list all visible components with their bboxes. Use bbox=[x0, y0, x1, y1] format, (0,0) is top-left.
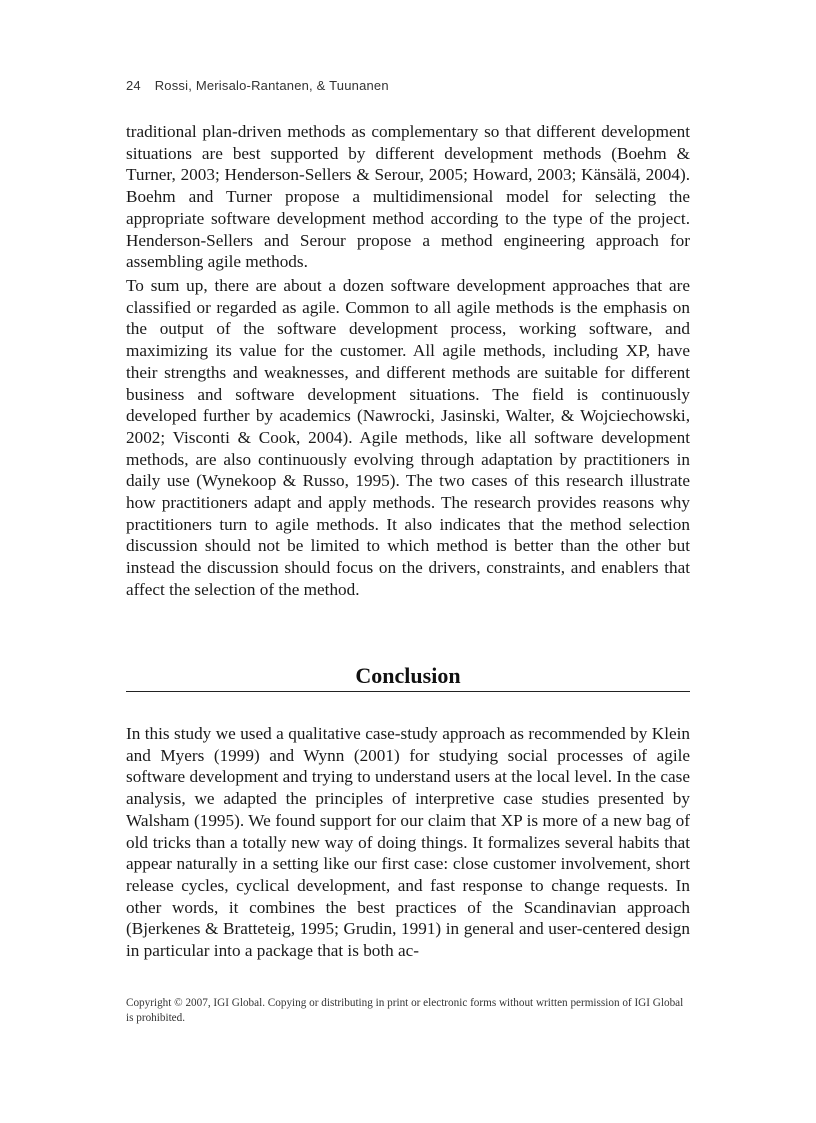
running-header bbox=[126, 78, 389, 93]
section-heading-conclusion: Conclusion bbox=[355, 663, 461, 688]
paragraph-plan-driven-methods: traditional plan-driven methods as complementary so that different development situations are best supported by different development methods (Boehm & Turner, 2003; Henderson-Sellers & Serour, 2005; Howard, 2003; Känsälä, 2004). Boehm and Turner propose a multidimensional model for selecting the appropriate software development method according to the type of the project. Henderson-Sellers and Serour propose a method engineering approach for assembling agile methods. bbox=[126, 122, 690, 272]
heading-divider bbox=[126, 691, 690, 692]
running-header-authors: Rossi, Merisalo-Rantanen, & Tuunanen bbox=[154, 78, 389, 93]
page-number: 24 bbox=[126, 78, 141, 93]
paragraph-sum-up: To sum up, there are about a dozen software development approaches that are classified or regarded as agile. Common to all agile methods is the emphasis on the output of the software development process, working software, and maximizing its value for the customer. All agile methods, including XP, have their strengths and weaknesses, and different methods are suitable for different business and software development situations. The field is continuously developed further by academics (Nawrocki, Jasinski, Walter, & Wojciechowski, 2002; Visconti & Cook, 2004). Agile methods, like all software development methods, are also continuously evolving through adaptation by practitioners in daily use (Wynekoop & Russo, 1995). The two cases of this research illustrate how practitioners adapt and apply methods. The research provides reasons why practitioners turn to agile methods. It also indicates that the method selection discussion should not be limited to which method is better than the other but instead the discussion should focus on the drivers, constraints, and enablers that affect the selection of the method. bbox=[126, 276, 690, 599]
copyright-footer: Copyright © 2007, IGI Global. Copying or distributing in print or electronic forms without written permission of IGI Global is prohibited. bbox=[126, 997, 684, 1024]
paragraph-conclusion: In this study we used a qualitative case-study approach as recommended by Klein and Myers (1999) and Wynn (2001) for studying social processes of agile software development and trying to understand users at the local level. In the case analysis, we adapted the principles of interpretive case studies presented by Walsham (1995). We found support for our claim that XP is more of a new bag of old tricks than a totally new way of doing things. It formalizes several habits that appear naturally in a setting like our first case: close customer involvement, short release cycles, cyclical development, and fast response to change requests. In other words, it combines the best practices of the Scandinavian approach (Bjerkenes & Bratteteig, 1995; Grudin, 1991) in general and user-centered design in particular into a package that is both ac- bbox=[126, 724, 690, 961]
